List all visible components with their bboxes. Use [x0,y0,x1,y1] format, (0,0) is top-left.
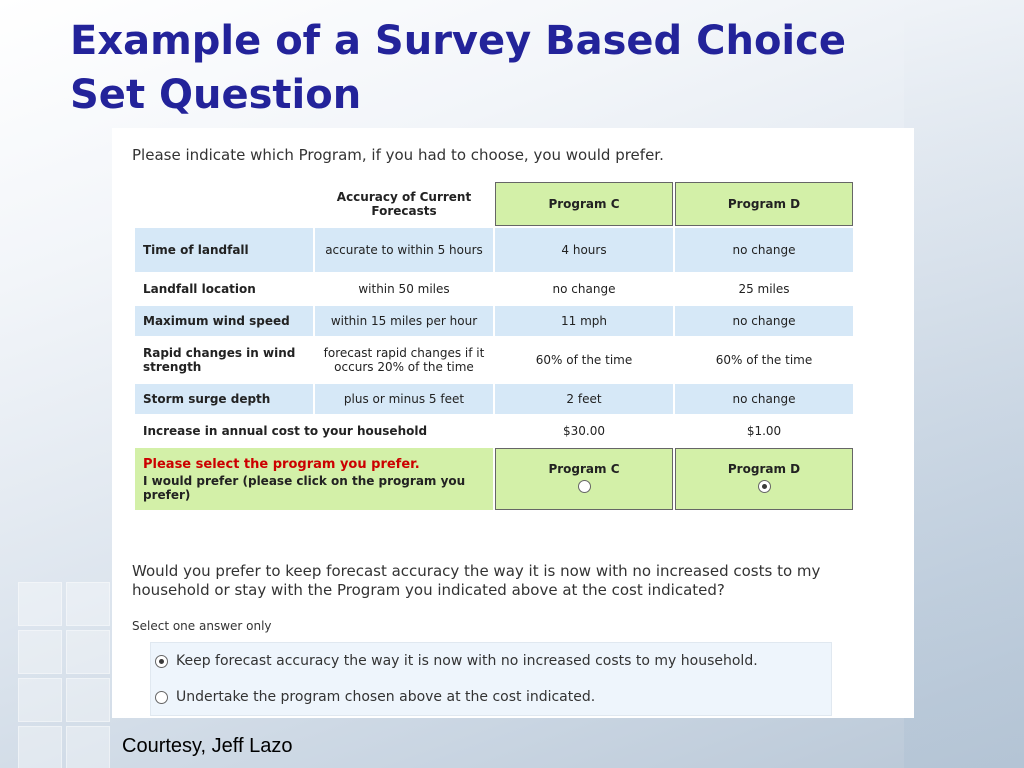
row-label: Storm surge depth [135,384,313,414]
slide-title-line1: Example of a Survey Based Choice [70,18,846,64]
followup-instruction: Select one answer only [132,619,272,633]
row-label: Rapid changes in wind strength [135,338,313,382]
radio-option-keep[interactable] [155,655,168,668]
table-row [135,338,853,382]
header-accuracy-line2: Forecasts [371,204,437,218]
row-accuracy: within 50 miles [315,274,493,304]
radio-option-undertake[interactable] [155,691,168,704]
row-accuracy: within 15 miles per hour [315,306,493,336]
row-label: Maximum wind speed [135,306,313,336]
choice-program-d[interactable] [675,448,853,510]
select-prompt-cell [135,448,493,510]
option-keep-accuracy[interactable] [155,653,758,669]
row-program-d-value: no change [675,384,853,414]
table-row [135,228,853,272]
slide-title [70,14,970,122]
courtesy-credit: Courtesy, Jeff Lazo [122,735,293,757]
option-keep-label: Keep forecast accuracy the way it is now with no increased costs to my household. [176,653,758,669]
option-undertake-program[interactable] [155,689,595,705]
row-program-c-value: 2 feet [495,384,673,414]
survey-panel [112,128,914,718]
cost-row [135,416,853,446]
select-subprompt: I would prefer (please click on the program you prefer) [143,473,466,502]
choice-program-c[interactable] [495,448,673,510]
header-empty-cell [135,182,313,226]
row-program-d-value: 25 miles [675,274,853,304]
header-program-c: Program C [495,182,673,226]
choice-program-d-label: Program D [727,462,801,476]
slide-title-line2: Set Question [70,72,362,118]
header-accuracy-line1: Accuracy of Current [336,190,472,204]
header-accuracy [315,182,493,226]
cost-row-label: Increase in annual cost to your household [135,416,493,446]
row-program-c-value: 11 mph [495,306,673,336]
row-accuracy: plus or minus 5 feet [315,384,493,414]
option-undertake-label: Undertake the program chosen above at the cost indicated. [176,689,596,705]
row-program-d-value: no change [675,228,853,272]
row-label: Landfall location [135,274,313,304]
choice-table [133,180,855,512]
row-program-d-value: no change [675,306,853,336]
row-program-c-value: 4 hours [495,228,673,272]
row-accuracy: accurate to within 5 hours [315,228,493,272]
select-row [135,448,853,510]
radio-program-d[interactable] [758,480,771,493]
choice-program-c-label: Program C [548,462,620,476]
followup-question: Would you prefer to keep forecast accuracy the way it is now with no increased costs to my household or stay with the Program you indicated above at the cost indicated? [132,562,821,599]
radio-program-c[interactable] [578,480,591,493]
row-program-c-value: no change [495,274,673,304]
cost-program-c: $30.00 [495,416,673,446]
row-accuracy: forecast rapid changes if it occurs 20% of the time [315,338,493,382]
survey-intro: Please indicate which Program, if you had to choose, you would prefer. [132,146,664,164]
row-program-c-value: 60% of the time [495,338,673,382]
background-tiles [0,578,120,768]
row-program-d-value: 60% of the time [675,338,853,382]
table-row [135,274,853,304]
select-prompt: Please select the program you prefer. [143,456,420,472]
header-program-d: Program D [675,182,853,226]
cost-program-d: $1.00 [675,416,853,446]
row-label: Time of landfall [135,228,313,272]
followup-options [150,642,832,716]
table-row [135,306,853,336]
table-row [135,384,853,414]
